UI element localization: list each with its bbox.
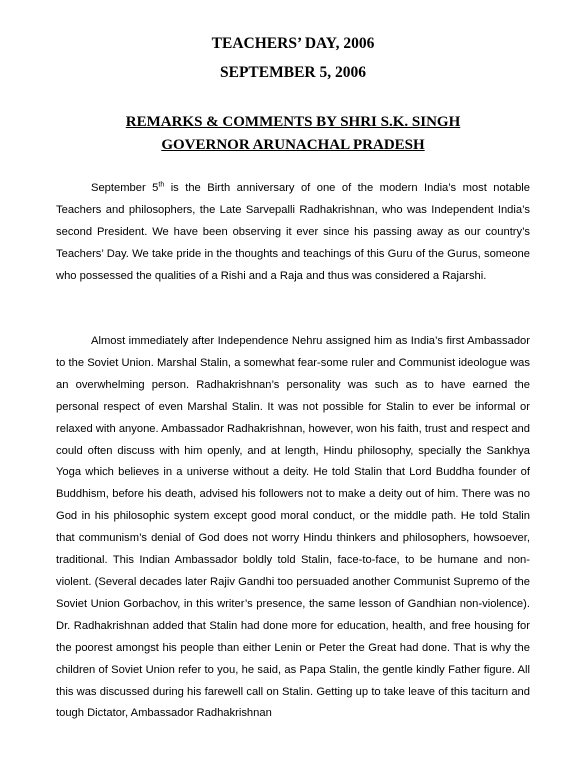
paragraph-birth-anniversary — [56, 178, 530, 288]
paragraph-lead: September 5 — [91, 182, 159, 194]
governor-heading: GOVERNOR ARUNACHAL PRADESH — [161, 137, 425, 153]
remarks-heading: REMARKS & COMMENTS BY SHRI S.K. SINGH — [125, 114, 461, 130]
paragraph-ambassador: Almost immediately after Independence Nehru assigned him as India’s first Ambassador to the Soviet Union. Marshal Stalin, a somewhat fear-some ruler and Communist ideologue was an overwhelming person. Radhakrishnan’s personality was such as to have earned the personal respect of even Marshal Stalin. It was not possible for Stalin to ever be informal or relaxed with anyone. Ambassador Radhakrishnan, however, won his faith, trust and respect and could often discuss with him openly, and at length, Hindu philosophy, specially the Sankhya Yoga which believes in a universe without a deity. He told Stalin that Lord Buddha founder of Buddhism, before his death, advised his followers not to make a deity out of him. There was no God in his philosophic system except good moral conduct, or the middle path. He told Stalin that communism’s denial of God does not worry Hindu thinkers and philosophers, howsoever, traditional. This Indian Ambassador boldly told Stalin, face-to-face, to be humane and non-violent. (Several decades later Rajiv Gandhi too persuaded another Communist Supremo of the Soviet Union Gorbachov, in this writer’s presence, the same lesson of Gandhian non-violence). Dr. Radhakrishnan added that Stalin had done more for education, health, and free housing for the poorest amongst his people than either Lenin or Peter the Great had done. That is why the children of Soviet Union refer to you, he said, as Papa Stalin, the gentle kindly Father figure. All this was discussed during his farewell call on Stalin. Getting up to take leave of this taciturn and tough Dictator, Ambassador Radhakrishnan — [56, 335, 530, 720]
page-date: SEPTEMBER 5, 2006 — [220, 64, 366, 81]
paragraph-rest: is the Birth anniversary of one of the modern India’s most notable Teachers and philosophers, the Late Sarvepalli Radhakrishnan, who was Independent India’s second President. We have been observing it ever since his passing away as our country’s Teachers’ Day. We take pride in the thoughts and teachings of this Guru of the Gurus, someone who possessed the qualities of a Rishi and a Raja and thus was considered a Rajarshi. — [56, 182, 531, 282]
page-title: TEACHERS’ DAY, 2006 — [211, 35, 375, 52]
ordinal-suffix: th — [158, 181, 165, 189]
